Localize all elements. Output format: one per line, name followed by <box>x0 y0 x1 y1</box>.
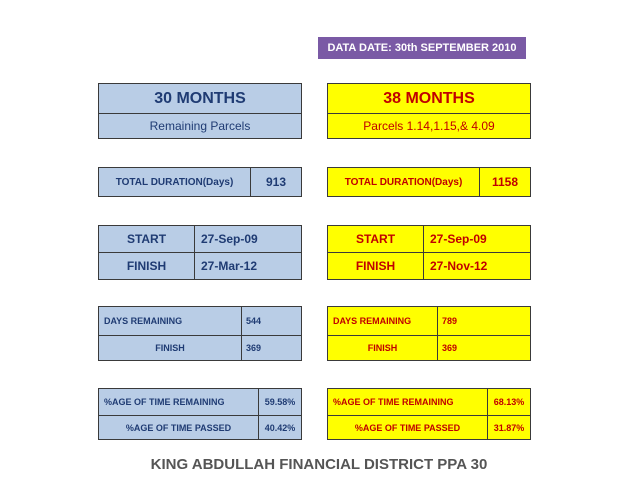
right-percent-box <box>327 388 531 440</box>
left-days-remaining-box <box>98 306 302 361</box>
right-finish-value: 27-Nov-12 <box>424 253 531 280</box>
left-start-label: START <box>99 226 195 253</box>
right-total-duration-value: 1158 <box>480 168 531 197</box>
left-pct-passed-label: %AGE OF TIME PASSED <box>99 416 259 440</box>
right-months-subtitle: Parcels 1.14,1.15,& 4.09 <box>328 114 531 139</box>
right-finish-label: FINISH <box>328 253 424 280</box>
right-pct-remaining-label: %AGE OF TIME REMAINING <box>328 389 488 416</box>
right-finish2-label: FINISH <box>328 336 438 361</box>
left-pct-passed-value: 40.42% <box>259 416 302 440</box>
left-months-title: 30 MONTHS <box>99 84 302 114</box>
left-months-box <box>98 83 302 139</box>
left-percent-box <box>98 388 302 440</box>
left-total-duration-box <box>98 167 302 197</box>
right-months-box <box>327 83 531 139</box>
right-total-duration-box <box>327 167 531 197</box>
left-finish-label: FINISH <box>99 253 195 280</box>
right-pct-passed-label: %AGE OF TIME PASSED <box>328 416 488 440</box>
left-start-value: 27-Sep-09 <box>195 226 302 253</box>
data-date-banner: DATA DATE: 30th SEPTEMBER 2010 <box>318 37 526 59</box>
left-months-subtitle: Remaining Parcels <box>99 114 302 139</box>
right-days-remaining-label: DAYS REMAINING <box>328 307 438 336</box>
left-pct-remaining-label: %AGE OF TIME REMAINING <box>99 389 259 416</box>
left-start-finish-box <box>98 225 302 280</box>
right-start-finish-box <box>327 225 531 280</box>
left-days-remaining-label: DAYS REMAINING <box>99 307 242 336</box>
right-days-remaining-value: 789 <box>438 307 531 336</box>
right-days-remaining-box <box>327 306 531 361</box>
right-pct-passed-value: 31.87% <box>488 416 531 440</box>
left-total-duration-label: TOTAL DURATION(Days) <box>99 168 251 197</box>
right-finish2-value: 369 <box>438 336 531 361</box>
left-total-duration-value: 913 <box>251 168 302 197</box>
left-finish2-label: FINISH <box>99 336 242 361</box>
left-days-remaining-value: 544 <box>242 307 302 336</box>
left-finish2-value: 369 <box>242 336 302 361</box>
footer-title: KING ABDULLAH FINANCIAL DISTRICT PPA 30 <box>150 456 488 473</box>
right-start-label: START <box>328 226 424 253</box>
left-finish-value: 27-Mar-12 <box>195 253 302 280</box>
right-pct-remaining-value: 68.13% <box>488 389 531 416</box>
left-pct-remaining-value: 59.58% <box>259 389 302 416</box>
right-total-duration-label: TOTAL DURATION(Days) <box>328 168 480 197</box>
right-months-title: 38 MONTHS <box>328 84 531 114</box>
right-start-value: 27-Sep-09 <box>424 226 531 253</box>
